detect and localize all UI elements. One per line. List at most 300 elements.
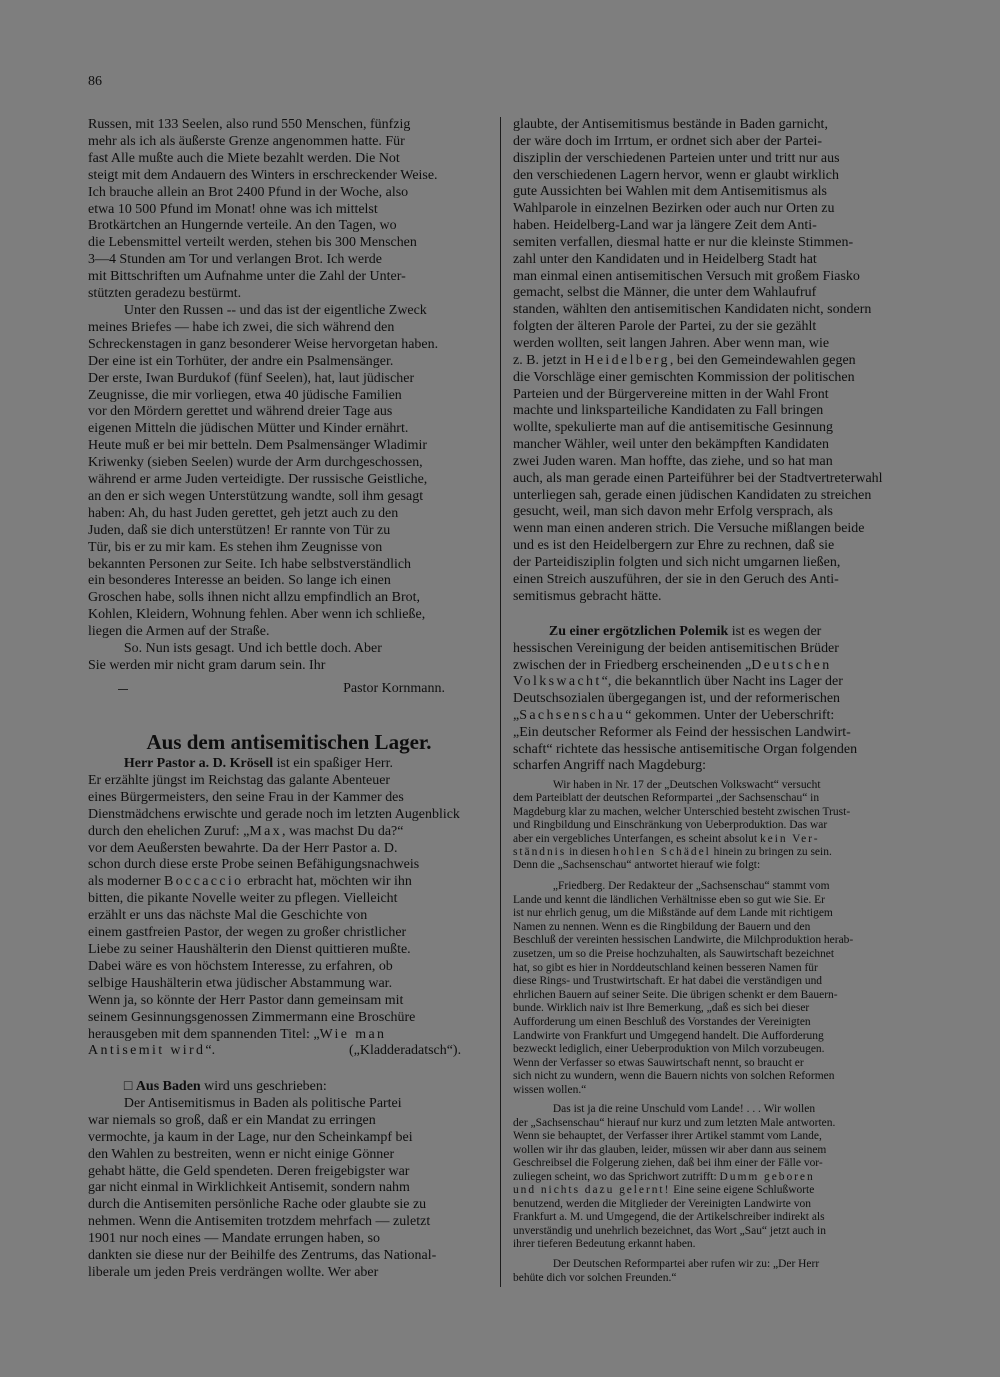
text-run: herausgeben mit dem spannenden Titel: „: [88, 1026, 320, 1042]
line-content: [88, 269, 406, 284]
text-run: war niemals so groß, daß er ein Mandat zu erringen: [88, 1112, 376, 1128]
text-run: diese Rings- und Trustwirtschaft. Er hat dabei die verständigen und: [513, 975, 823, 988]
line-content: [88, 1197, 426, 1212]
text-line: [88, 824, 489, 841]
text-run: Beschluß der vereinten hessischen Landwirte, die Milchproduktion herab-: [513, 934, 854, 947]
text-run: schon durch diese erste Probe seinen Befähigungsnachweis: [88, 857, 420, 873]
line-content: [513, 989, 838, 1001]
text-run: Brotkärtchen an Hungernde verteile. An den Tagen, wo: [88, 218, 397, 234]
line-content: [124, 303, 427, 318]
text-run: der „Sachsenschau“ hierauf nur kurz und zum letzten Male antworten.: [513, 1116, 836, 1129]
line-content: [88, 1027, 386, 1042]
text-run: die Lebensmittel verteilt werden, stehen bis 300 Menschen: [88, 235, 417, 251]
text-line: [513, 420, 916, 437]
text-line: [88, 1130, 489, 1147]
text-line: [88, 790, 489, 807]
text-line: [88, 891, 489, 908]
text-line: [513, 235, 916, 252]
text-line: [88, 1164, 489, 1181]
line-content: [513, 302, 871, 317]
line-content: [88, 506, 398, 521]
text-run: gesucht, weil, man sich davon mehr Erfolg versprach, als: [513, 504, 833, 520]
text-run: wird uns geschrieben:: [200, 1079, 327, 1094]
text-line: [88, 841, 489, 858]
text-run: mancher Wähler, weil unter den bekämpften Kandidaten: [513, 437, 829, 453]
text-run: mit Bittschriften um Aufnahme unter die Zahl der Unter-: [88, 269, 406, 285]
text-line: [88, 573, 489, 590]
line-content: [513, 454, 833, 469]
line-content: [88, 1180, 410, 1195]
text-line: [513, 521, 916, 538]
text-run: Der Antisemitismus in Baden als politische Partei: [123, 1095, 402, 1111]
text-line: [513, 934, 916, 948]
text-run: eigenen Mitteln die jüdischen Mütter und Kinder ernährt.: [88, 421, 409, 437]
text-run: haben: Ah, du hast Juden gerettet, geh jetzt auch zu den: [88, 505, 399, 521]
line-content: [88, 874, 412, 889]
line-content: [88, 1147, 394, 1162]
quote-volkswacht: [513, 779, 917, 873]
text-line: [88, 269, 489, 286]
line-content: [88, 841, 397, 856]
spaced-text: Wie man: [319, 1026, 387, 1042]
line-content: [124, 756, 393, 771]
text-run: benutzend, werden die Mitglieder der Vereinigten Landwirte von: [513, 1197, 811, 1210]
line-content: [88, 624, 269, 639]
text-line: [513, 1117, 916, 1131]
text-line: [88, 421, 489, 438]
text-line: [513, 437, 916, 454]
line-content: [513, 859, 760, 871]
text-run: nehmen. Wenn die Antisemiten trotzdem mehrfach — zuletzt: [88, 1214, 431, 1230]
text-line: [513, 1030, 916, 1044]
lead-in: Aus Baden: [135, 1079, 201, 1094]
text-line: [88, 874, 489, 891]
text-line: [88, 202, 489, 219]
text-run: , bei den Gemeindewahlen gegen: [669, 352, 856, 368]
text-line: [513, 1084, 916, 1098]
text-line: [513, 454, 916, 471]
text-run: bekannten Personen zur Seite. Ich habe selbstverständlich: [88, 556, 412, 572]
text-run: vor den Mördern gerettet und während dreier Tage aus: [88, 404, 393, 420]
text-run: der wäre doch im Irrtum, er ordnet sich aber der Partei-: [513, 133, 823, 149]
article-baden: [88, 1079, 490, 1282]
text-run: den Wahlen zu bestreiten, wenn er nicht einige Gönner: [88, 1146, 395, 1162]
text-line: [88, 1113, 489, 1130]
text-line: [88, 1197, 489, 1214]
text-line: [513, 894, 916, 908]
text-line: [88, 1079, 489, 1096]
line-content: [513, 792, 819, 804]
text-line: [513, 184, 916, 201]
line-content: [88, 1113, 376, 1128]
text-line: [513, 975, 916, 989]
text-line: [513, 859, 916, 872]
spaced-text: ständnis: [513, 846, 567, 859]
text-line: [88, 925, 489, 942]
text-run: „Friedberg. Der Redakteur der „Sachsenschau“ stammt vom: [552, 880, 830, 892]
text-line: [513, 353, 916, 370]
text-run: wollen wir ihr das glauben, leider, müssen wir aber dann aus seinem: [513, 1143, 827, 1156]
line-content: [88, 421, 408, 436]
text-run: zusetzen, um so die Preise hochzuhalten, als Sauwirtschaft bezeichnet: [513, 947, 835, 960]
spaced-text: Boccaccio: [164, 874, 244, 890]
text-line: [513, 742, 916, 759]
text-run: machte und linksparteiliche Kandidaten zu Fall bringen: [513, 403, 824, 419]
text-line: [513, 134, 916, 151]
text-line: [88, 151, 489, 168]
line-content: [513, 269, 860, 284]
line-content: [513, 252, 817, 267]
text-run: Geschreibsel die Folgerung ziehen, daß bei ihm einer der Fälle vor-: [513, 1157, 823, 1169]
text-run: fast Alle mußte auch die Miete bezahlt werden. Die Not: [88, 150, 400, 166]
line-content: [513, 894, 825, 906]
lead-in: Herr Pastor a. D. Krösell: [123, 756, 274, 771]
text-run: scharfen Angriff nach Magdeburg:: [513, 758, 707, 774]
text-run: “ gekommen. Unter der Ueberschrift:: [625, 707, 835, 723]
lead-in: Zu einer ergötzlichen Polemik: [548, 624, 729, 639]
text-run: wollte, spekulierte man auf die antisemitische Gesinnung: [513, 420, 833, 436]
text-line: [513, 151, 916, 168]
line-content: [513, 708, 834, 723]
line-content: [88, 371, 414, 386]
text-line: [88, 134, 489, 151]
line-content: [88, 857, 419, 872]
line-content: [513, 674, 843, 689]
line-content: [88, 908, 367, 923]
text-line: [88, 1231, 489, 1248]
text-line: [88, 590, 489, 607]
text-line: [88, 773, 489, 790]
text-line: [88, 857, 489, 874]
text-run: und Ringbildung und Einschränkung von Ueberproduktion. Das war: [513, 819, 828, 832]
text-run: Unter den Russen -- und das ist der eigentliche Zweck: [123, 302, 427, 318]
text-line: [513, 1238, 916, 1252]
line-content: [88, 993, 403, 1008]
line-content: [513, 521, 864, 536]
text-line: [88, 388, 489, 405]
line-content: [88, 168, 438, 183]
text-line: [88, 624, 489, 641]
spaced-text: und nichts dazu gelernt!: [513, 1184, 671, 1196]
text-run: folgten der älteren Parole der Partei, zu der sie gezählt: [513, 319, 817, 335]
text-line: [513, 302, 916, 319]
text-line: [513, 403, 916, 420]
text-line: [513, 1144, 916, 1158]
line-content: [88, 658, 325, 673]
text-run: Russen, mit 133 Seelen, also rund 550 Menschen, fünfzig: [88, 117, 411, 132]
line-content: [513, 975, 822, 987]
text-line: [513, 1157, 916, 1171]
line-content: [513, 1211, 825, 1223]
text-run: als moderner: [88, 874, 165, 890]
text-line: [88, 489, 489, 506]
text-line: [513, 572, 916, 589]
text-run: liegen die Armen auf der Straße.: [88, 624, 270, 640]
line-content: [513, 218, 817, 233]
text-run: standen, wählten den antisemitischen Kandidaten nicht, sondern: [513, 302, 872, 318]
line-content: [513, 353, 856, 368]
text-line: [513, 201, 916, 218]
text-line: [88, 472, 489, 489]
line-content: [513, 1117, 835, 1129]
text-run: ihrer tieferen Bedeutung erkannt haben.: [513, 1238, 696, 1250]
line-content: [513, 437, 829, 452]
text-run: liberale um jeden Preis verdrängen wollte. Wer aber: [88, 1264, 379, 1280]
line-content: [88, 320, 394, 335]
line-content: [124, 1096, 402, 1111]
text-line: [88, 286, 489, 303]
line-content: [553, 1258, 819, 1270]
text-run: einem gastfreien Pastor, der wegen zu großer christlicher: [88, 925, 407, 941]
text-line: [88, 959, 489, 976]
text-line: [88, 807, 489, 824]
text-run: die Vorschläge einer gemischten Kommission der politischen: [513, 369, 855, 385]
text-line: [513, 504, 916, 521]
text-run: ist nur ehrlich genug, um die Mißstände auf dem Lande mit richtigem: [513, 907, 833, 920]
line-content: [88, 235, 417, 250]
text-line: [513, 962, 916, 976]
line-content: [513, 201, 834, 216]
line-content: [88, 790, 404, 805]
text-run: dankten sie diese nur der Beihilfe des Zentrums, das National-: [88, 1248, 437, 1264]
text-run: zahl unter den Kandidaten und in Heidelberg Stadt hat: [513, 251, 817, 267]
text-line: [513, 285, 916, 302]
text-line: [513, 806, 916, 819]
text-run: “, die bekanntlich über Nacht ins Lager der: [601, 674, 843, 690]
text-run: werden wollten, seit langen Jahren. Aber wenn man, wie: [513, 335, 830, 351]
text-line: [88, 303, 489, 320]
line-content: [88, 824, 403, 839]
text-line: [513, 1002, 916, 1016]
text-line: [513, 336, 916, 353]
text-run: an den er sich wegen Unterstützung wandte, soll ihm gesagt: [88, 488, 424, 504]
text-line: [513, 1211, 916, 1225]
spaced-text: hohlen Schädel: [613, 846, 711, 859]
line-content: [513, 370, 855, 385]
line-content: [513, 1157, 823, 1169]
line-content: [124, 1079, 327, 1094]
line-content: [513, 658, 832, 673]
text-line: [513, 1258, 916, 1272]
line-content: [513, 1057, 804, 1069]
line-content: [88, 959, 393, 974]
text-run: glaubte, der Antisemitismus bestände in Baden garnicht,: [513, 117, 828, 132]
text-line: [88, 641, 489, 658]
text-line: [513, 725, 916, 742]
text-run: sich nicht zu wundern, wenn die Bauern nichts von solchen Reformen: [513, 1070, 835, 1083]
line-content: [88, 1265, 378, 1280]
text-run: durch den ehelichen Zuruf: „: [88, 823, 250, 839]
line-content: [513, 336, 829, 351]
line-content: [88, 1010, 415, 1025]
text-run: erbracht hat, möchten wir ihn: [243, 874, 412, 890]
text-run: hinein zu bringen zu sein.: [710, 846, 832, 859]
line-content: [88, 1214, 430, 1229]
text-run: „Ein deutscher Reformer als Feind der hessischen Landwirt-: [513, 724, 851, 740]
text-line: [513, 488, 916, 505]
text-run: behüte dich vor solchen Freunden.“: [513, 1271, 677, 1284]
text-line: [513, 218, 916, 235]
text-run: bunde. Wirklich naiv ist Ihre Bemerkung, „daß es sich bei dieser: [513, 1002, 810, 1015]
text-run: in diesen: [566, 846, 614, 859]
text-run: meines Briefes — habe ich zwei, die sich während den: [88, 319, 395, 335]
text-run: selbige Haushälterin etwa jüdischer Abstammung war.: [88, 975, 393, 991]
text-run: während er arme Juden verteidigte. Der russische Geistliche,: [88, 472, 428, 488]
letter-signature: Pastor Kornmann.: [343, 681, 445, 696]
text-run: Heute muß er bei mir betteln. Dem Psalmensänger Wladimir: [88, 438, 428, 454]
line-content: [124, 641, 382, 656]
line-content: [88, 134, 405, 149]
line-content: [513, 1238, 696, 1250]
text-line: [513, 1171, 916, 1185]
text-run: einen Streich auszuführen, der sie in den Geruch des Anti-: [513, 571, 839, 587]
text-line: [513, 846, 916, 859]
text-line: [513, 252, 916, 269]
line-content: [513, 1171, 815, 1183]
line-content: [513, 538, 834, 553]
text-run: den verschiedenen Lagern hervor, wenn er glaubt wirklich: [513, 167, 839, 183]
text-run: vermochte, ja kaum in der Lage, nur den Scheinkampf bei: [88, 1129, 413, 1145]
text-line: [88, 976, 489, 993]
line-content: [513, 725, 851, 740]
text-run: hessischen Vereinigung der beiden antisemitischen Brüder: [513, 640, 839, 656]
text-run: □: [123, 1079, 136, 1094]
text-line: [513, 1103, 916, 1117]
text-run: unverständig und unehrlich bezeichnet, das Wort „Sau“ jetzt auch in: [513, 1224, 826, 1237]
spaced-text: Deutschen: [751, 657, 832, 673]
closing-remark: [513, 1258, 917, 1286]
spaced-text: Max: [249, 823, 283, 839]
text-run: Wenn ja, so könnte der Herr Pastor dann gemeinsam mit: [88, 992, 404, 1008]
text-line: [513, 1130, 916, 1144]
text-line: [88, 540, 489, 557]
line-content: [88, 773, 390, 788]
text-line: [513, 907, 916, 921]
text-line: [88, 1180, 489, 1197]
text-line: [513, 1057, 916, 1071]
line-content: [88, 455, 423, 470]
text-run: Das ist ja die reine Unschuld vom Lande! . . . Wir wollen: [552, 1103, 816, 1115]
line-content: [513, 134, 822, 149]
text-line: [88, 993, 489, 1010]
text-run: Der eine ist ein Torhüter, der andre ein Psalmensänger.: [88, 353, 394, 369]
line-content: [513, 1030, 824, 1042]
text-line: [513, 691, 916, 708]
text-run: auch, als man gerade einen Parteiführer bei der Stadtvertreterwahl: [513, 470, 883, 486]
text-run: eines Bürgermeisters, den seine Frau in der Kammer des: [88, 789, 404, 805]
line-content: [513, 117, 828, 132]
line-content: [88, 438, 427, 453]
text-line: [88, 908, 489, 925]
text-run: ein besonderes Interesse an beiden. So lange ich einen: [88, 573, 391, 589]
line-content: [513, 285, 816, 300]
text-line: [513, 589, 916, 606]
line-content: [513, 641, 839, 656]
line-content: [513, 1002, 809, 1014]
spaced-text: Dumm geboren: [719, 1170, 815, 1183]
line-content: [513, 1272, 676, 1284]
text-run: aber ein vergebliches Unterfangen, es scheint absolut: [513, 832, 760, 845]
line-content: [513, 1070, 834, 1082]
text-run: ehrlichen Bauern auf seiner Seite. Die übrigen schenkt er dem Bauern-: [513, 988, 838, 1001]
text-run: Kohlen, Kleidern, Wohnung fehlen. Aber wenn ich schließe,: [88, 607, 426, 623]
line-content: [513, 1184, 814, 1196]
text-run: stützten geradezu bestürmt.: [88, 286, 242, 302]
text-line: [88, 168, 489, 185]
text-run: etwa 10 500 Pfund im Monat! ohne was ich mittelst: [88, 201, 378, 217]
text-run: Aufforderung um einen Beschluß des Vorstandes der Vereinigten: [513, 1015, 811, 1028]
line-content: [513, 1198, 811, 1210]
text-line: [88, 607, 489, 624]
text-run: der Parteidisziplin folgten und sich nicht umgarnen ließen,: [513, 554, 841, 570]
text-run: Groschen habe, solls ihnen nicht allzu empfindlich an Brot,: [88, 590, 420, 606]
text-line: [88, 1147, 489, 1164]
text-line: [88, 320, 489, 337]
text-run: Liebe zu seiner Haushälterin den Dienst quittieren mußte.: [88, 941, 411, 957]
line-content: [513, 1043, 825, 1055]
line-content: [88, 573, 391, 588]
text-line: [88, 942, 489, 959]
line-content: [88, 807, 460, 822]
text-line: [88, 1248, 489, 1265]
text-line: [88, 1265, 489, 1282]
article-polemik: [513, 624, 917, 775]
text-line: [513, 1198, 916, 1212]
line-content: [88, 925, 406, 940]
text-run: So. Nun ists gesagt. Und ich bettle doch. Aber: [123, 641, 382, 657]
text-line: [513, 117, 916, 134]
line-content: [513, 758, 706, 773]
line-content: [513, 806, 850, 818]
text-run: Sie werden mir nicht gram darum sein. Ihr: [88, 658, 326, 673]
text-run: hat, so gibt es hier in Norddeutschland keinen besseren Namen für: [513, 961, 818, 974]
text-run: Er erzählte jüngst im Reichstag das galante Abenteuer: [88, 772, 391, 788]
line-content: [513, 589, 662, 604]
text-line: [513, 880, 916, 894]
text-run: wissen wollen.“: [513, 1083, 587, 1096]
spaced-text: Volkswacht: [513, 674, 602, 690]
line-content: [513, 846, 832, 858]
text-line: [88, 218, 489, 235]
line-content: [513, 387, 829, 402]
text-line: [88, 1096, 489, 1113]
text-run: unterliegen sah, gerade einen jüdischen Kandidaten zu streichen: [513, 487, 872, 503]
line-content: [513, 504, 833, 519]
text-run: z. B. jetzt in: [513, 352, 585, 368]
line-content: [513, 555, 840, 570]
line-content: [88, 218, 397, 233]
text-run: durch die Antisemiten persönliche Rache oder glaubte sie zu: [88, 1197, 427, 1213]
line-content: [88, 976, 392, 991]
text-line: [513, 370, 916, 387]
text-run: gehabt hätte, die Geld spendeten. Deren freigebigster war: [88, 1163, 410, 1179]
text-run: zwei Juden waren. Man hoffte, das ziehe, und so hat man: [513, 453, 833, 469]
spaced-text: Sachsenschau: [519, 707, 626, 723]
text-run: Tür, bis er zu mir kam. Es stehen ihm Zeugnisse von: [88, 539, 383, 555]
text-line: [513, 779, 916, 792]
text-run: seinem Gesinnungsgenossen Zimmermann eine Broschüre: [88, 1009, 416, 1025]
text-line: [88, 756, 489, 773]
text-line: [513, 624, 916, 641]
text-run: gar nicht einmal in Wirklichkeit Antisemit, sondern nahm: [88, 1180, 410, 1196]
text-line: [513, 319, 916, 336]
column-rule: [500, 117, 501, 1287]
text-run: bezweckt lediglich, einer Ueberproduktion von Milch vorzubeugen.: [513, 1043, 825, 1056]
text-line: [513, 1225, 916, 1239]
line-content: [88, 388, 402, 403]
line-content: [88, 202, 378, 217]
line-content: [513, 1225, 826, 1237]
